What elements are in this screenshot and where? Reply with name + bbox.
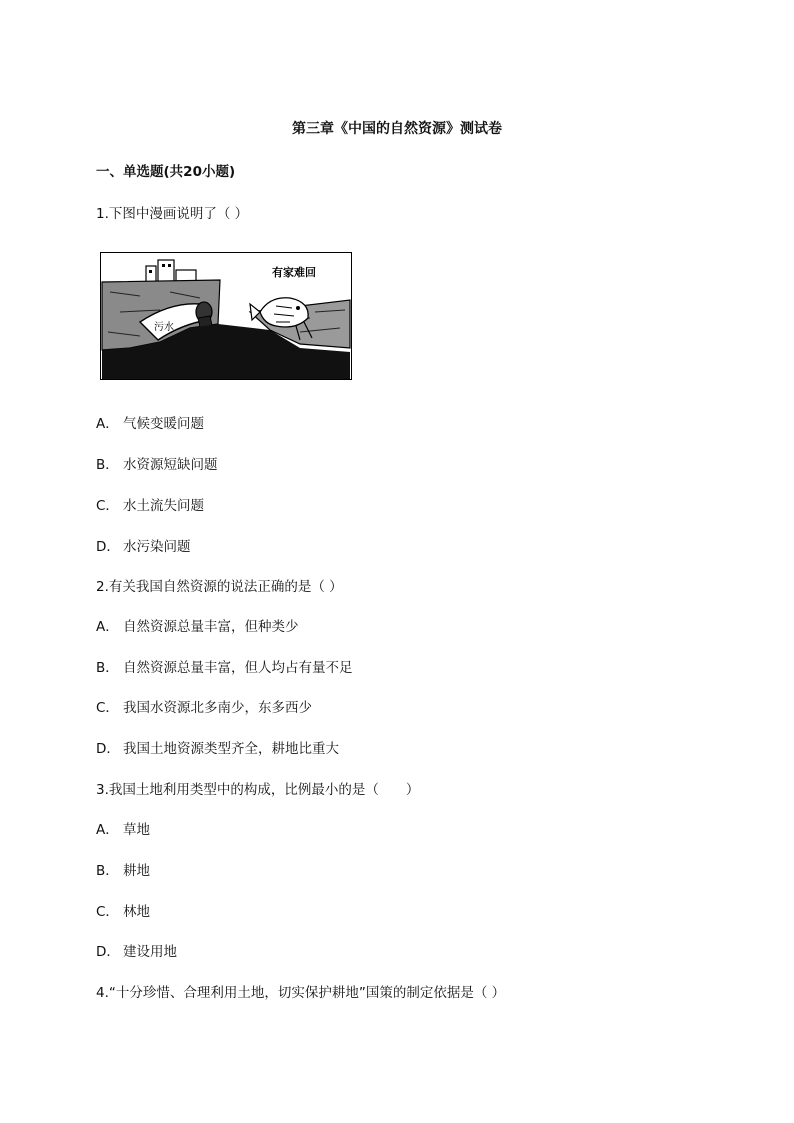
- pollution-cartoon-image: [100, 252, 352, 380]
- question-2-option-b[interactable]: B． 自然资源总量丰富，但人均占有量不足: [96, 660, 353, 676]
- page-title: 第三章《中国的自然资源》测试卷: [292, 121, 502, 137]
- section-heading: 一、单选题(共20小题): [96, 164, 236, 180]
- question-3-option-d[interactable]: D． 建设用地: [96, 944, 177, 960]
- cartoon-caption: 有家难回: [272, 266, 316, 279]
- question-2-option-c[interactable]: C． 我国水资源北多南少，东多西少: [96, 700, 312, 716]
- question-4-stem: 4.“十分珍惜、合理利用土地，切实保护耕地”国策的制定依据是（ ）: [96, 985, 506, 1001]
- question-1-option-c[interactable]: C． 水土流失问题: [96, 498, 204, 514]
- question-3-option-b[interactable]: B． 耕地: [96, 863, 150, 879]
- question-3-stem: 3.我国土地利用类型中的构成，比例最小的是（ ）: [96, 782, 420, 798]
- question-2-option-a[interactable]: A． 自然资源总量丰富，但种类少: [96, 619, 299, 635]
- question-3-option-a[interactable]: A． 草地: [96, 822, 150, 838]
- question-1-stem: 1.下图中漫画说明了（ ）: [96, 206, 249, 222]
- question-1-option-d[interactable]: D． 水污染问题: [96, 539, 191, 555]
- question-1-option-a[interactable]: A． 气候变暖问题: [96, 416, 204, 432]
- pipe-label: 污水: [154, 322, 174, 333]
- question-2-option-d[interactable]: D． 我国土地资源类型齐全，耕地比重大: [96, 741, 339, 757]
- question-3-option-c[interactable]: C． 林地: [96, 904, 150, 920]
- question-2-stem: 2.有关我国自然资源的说法正确的是（ ）: [96, 579, 343, 595]
- question-1-option-b[interactable]: B． 水资源短缺问题: [96, 457, 218, 473]
